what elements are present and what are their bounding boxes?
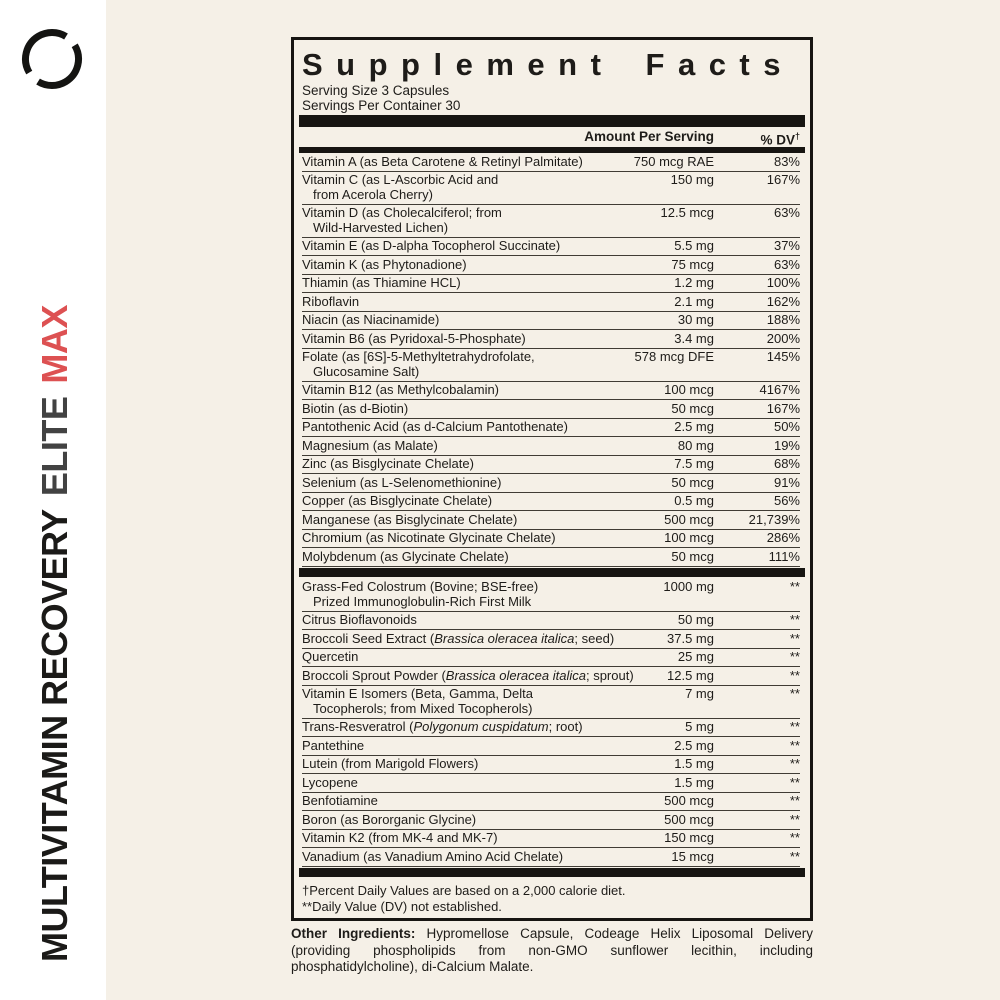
ingredient-name: Citrus Bioflavonoids — [302, 612, 417, 627]
daily-value: 111% — [768, 548, 800, 564]
fact-row — [302, 456, 800, 475]
ingredient-name: Vitamin B12 (as Methylcobalamin) — [302, 382, 500, 397]
amount-per-serving: 1.2 mg — [674, 275, 714, 290]
fact-row — [302, 205, 800, 238]
daily-value: ** — [789, 667, 800, 683]
ingredient-name: Riboflavin — [302, 293, 360, 309]
daily-value: ** — [789, 630, 800, 646]
daily-value: 83% — [773, 153, 800, 169]
brand-title-max: MAX — [34, 305, 75, 384]
daily-value: 63% — [773, 205, 800, 220]
daily-value: 167% — [766, 172, 800, 187]
amount-per-serving: 7 mg — [685, 686, 714, 701]
ingredient-name: Lycopene — [302, 774, 358, 790]
separator-bar-bottom — [299, 868, 805, 877]
facts-section-vitamins-minerals — [294, 153, 810, 567]
amount-per-serving: 1000 mg — [663, 579, 714, 594]
ingredient-name: Manganese (as Bisglycinate Chelate) — [302, 511, 518, 527]
ingredient-name: Copper (as Bisglycinate Chelate) — [302, 493, 493, 508]
ingredient-name: Niacin (as Niacinamide) — [302, 312, 440, 327]
fact-row — [302, 756, 800, 775]
fact-row — [302, 579, 800, 612]
fact-row — [302, 349, 800, 382]
ingredient-name: Quercetin — [302, 649, 359, 664]
fact-row — [302, 493, 800, 512]
daily-value: ** — [789, 774, 800, 790]
dagger-symbol: † — [794, 131, 800, 141]
fact-row — [302, 811, 800, 830]
column-header-amount: Amount Per Serving — [584, 129, 714, 144]
column-header-row — [302, 129, 800, 148]
ingredient-name: Broccoli Sprout Powder (Brassica oleracea italica; sprout) — [302, 667, 634, 683]
daily-value: 63% — [773, 256, 800, 272]
daily-value: 100% — [766, 275, 800, 290]
daily-value: ** — [789, 719, 800, 734]
fact-row — [302, 382, 800, 401]
fact-row — [302, 774, 800, 793]
brand-title-elite: ELITE — [34, 396, 75, 497]
daily-value: ** — [789, 579, 800, 594]
daily-value: ** — [789, 811, 800, 827]
ingredient-name: Broccoli Seed Extract (Brassica oleracea italica; seed) — [302, 630, 615, 646]
amount-per-serving: 150 mcg — [664, 830, 714, 845]
amount-per-serving: 50 mg — [677, 612, 714, 627]
amount-per-serving: 37.5 mg — [667, 630, 714, 646]
ingredient-name: Vitamin A (as Beta Carotene & Retinyl Palmitate) — [302, 153, 583, 169]
amount-per-serving: 75 mcg — [671, 256, 714, 272]
other-ingredients — [291, 926, 813, 976]
daily-value: 167% — [766, 400, 800, 416]
ingredient-name: Trans-Resveratrol (Polygonum cuspidatum; root) — [302, 719, 583, 734]
supplement-facts-title: Supplement Facts — [302, 47, 794, 82]
footnote-daily-values: †Percent Daily Values are based on a 2,000 calorie diet. — [302, 882, 626, 898]
fact-row — [302, 719, 800, 738]
amount-per-serving: 15 mcg — [671, 848, 714, 864]
brand-title-main: MULTIVITAMIN RECOVERY — [34, 509, 75, 962]
amount-per-serving: 12.5 mcg — [660, 205, 714, 220]
fact-row — [302, 400, 800, 419]
ingredient-name: Boron (as Bororganic Glycine) — [302, 811, 477, 827]
fact-row — [302, 612, 800, 631]
ingredient-name: Biotin (as d-Biotin) — [302, 400, 409, 416]
fact-row — [302, 793, 800, 812]
amount-per-serving: 5 mg — [685, 719, 714, 734]
amount-per-serving: 50 mcg — [671, 548, 714, 564]
daily-value: ** — [789, 848, 800, 864]
serving-info — [294, 84, 810, 115]
fact-row — [302, 293, 800, 312]
daily-value: ** — [789, 737, 800, 753]
ingredient-name-line2: from Acerola Cherry) — [313, 186, 433, 202]
ingredient-name: Grass-Fed Colostrum (Bovine; BSE-free) — [302, 579, 539, 594]
fact-row — [302, 312, 800, 331]
ingredient-name: Vanadium (as Vanadium Amino Acid Chelate) — [302, 848, 564, 864]
ingredient-name-line2: Wild-Harvested Lichen) — [313, 219, 449, 235]
serving-size: Serving Size 3 Capsules — [302, 83, 450, 98]
fact-row — [302, 474, 800, 493]
fact-row — [302, 530, 800, 549]
daily-value: 56% — [773, 493, 800, 508]
fact-row — [302, 686, 800, 719]
daily-value: 91% — [773, 474, 800, 490]
ingredient-name: Thiamin (as Thiamine HCL) — [302, 275, 461, 290]
daily-value: 19% — [773, 437, 800, 453]
other-ingredients-text: Hypromellose Capsule, Codeage Helix Liposomal Delivery (providing phospholipids from non-GMO sunflower lecithin, including phosphatidylcholine), di-Calcium Malate. — [291, 926, 813, 974]
amount-per-serving: 100 mcg — [664, 530, 714, 545]
ingredient-name: Benfotiamine — [302, 793, 378, 808]
fact-row — [302, 437, 800, 456]
ingredient-name: Lutein (from Marigold Flowers) — [302, 756, 479, 771]
ingredient-name: Pantothenic Acid (as d-Calcium Pantothenate) — [302, 419, 568, 434]
daily-value: 286% — [766, 530, 800, 545]
daily-value: ** — [789, 612, 800, 627]
ingredient-name: Vitamin B6 (as Pyridoxal-5-Phosphate) — [302, 330, 526, 346]
daily-value: 188% — [766, 312, 800, 327]
amount-per-serving: 50 mcg — [671, 474, 714, 490]
amount-per-serving: 500 mcg — [664, 511, 714, 527]
fact-row — [302, 172, 800, 205]
fact-row — [302, 548, 800, 567]
fact-row — [302, 238, 800, 257]
broken-circle-logo-icon — [20, 27, 84, 91]
ingredient-name-line2: Prized Immunoglobulin-Rich First Milk — [313, 593, 532, 609]
ingredient-name: Zinc (as Bisglycinate Chelate) — [302, 456, 474, 471]
amount-per-serving: 0.5 mg — [674, 493, 714, 508]
fact-row — [302, 511, 800, 530]
servings-per-container: Servings Per Container 30 — [302, 97, 461, 113]
separator-bar-thick — [299, 115, 805, 127]
ingredient-name: Folate (as [6S]-5-Methyltetrahydrofolate, — [302, 349, 535, 364]
fact-row — [302, 737, 800, 756]
daily-value: ** — [789, 686, 800, 701]
daily-value: ** — [789, 830, 800, 845]
supplement-facts-panel — [291, 37, 813, 921]
amount-per-serving: 500 mcg — [664, 793, 714, 808]
footnote-dv-not-established: **Daily Value (DV) not established. — [302, 898, 502, 914]
amount-per-serving: 1.5 mg — [674, 756, 714, 771]
separator-bar-mid — [299, 568, 805, 577]
amount-per-serving: 12.5 mg — [667, 667, 714, 683]
amount-per-serving: 50 mcg — [671, 400, 714, 416]
amount-per-serving: 150 mg — [670, 172, 714, 187]
amount-per-serving: 5.5 mg — [674, 238, 714, 253]
fact-row — [302, 419, 800, 438]
ingredient-name: Selenium (as L-Selenomethionine) — [302, 474, 502, 490]
dv-label: % DV — [760, 132, 795, 148]
daily-value: ** — [789, 756, 800, 771]
amount-per-serving: 80 mg — [677, 437, 714, 453]
fact-row — [302, 153, 800, 172]
amount-per-serving: 3.4 mg — [674, 330, 714, 346]
amount-per-serving: 100 mcg — [664, 382, 714, 397]
ingredient-name: Vitamin E (as D-alpha Tocopherol Succinate) — [302, 238, 561, 253]
daily-value: 21,739% — [748, 511, 800, 527]
ingredient-name: Vitamin K (as Phytonadione) — [302, 256, 467, 272]
ingredient-name-line2: Glucosamine Salt) — [313, 363, 420, 379]
ingredient-name: Molybdenum (as Glycinate Chelate) — [302, 548, 509, 564]
footnotes — [294, 879, 810, 921]
amount-per-serving: 2.5 mg — [674, 419, 714, 434]
ingredient-name-line2: Tocopherols; from Mixed Tocopherols) — [313, 700, 533, 716]
daily-value: 4167% — [759, 382, 800, 397]
facts-section-other-actives — [294, 579, 810, 867]
daily-value: 37% — [773, 238, 800, 253]
ingredient-name: Pantethine — [302, 737, 365, 753]
ingredient-name: Chromium (as Nicotinate Glycinate Chelate) — [302, 530, 556, 545]
ingredient-name: Vitamin C (as L-Ascorbic Acid and — [302, 172, 499, 187]
daily-value: ** — [789, 793, 800, 808]
other-ingredients-label: Other Ingredients: — [291, 926, 416, 941]
ingredient-name: Vitamin D (as Cholecalciferol; from — [302, 205, 502, 220]
vertical-brand-title — [34, 305, 76, 962]
amount-per-serving: 500 mcg — [664, 811, 714, 827]
amount-per-serving: 7.5 mg — [674, 456, 714, 471]
ingredient-name: Magnesium (as Malate) — [302, 437, 438, 453]
ingredient-name: Vitamin E Isomers (Beta, Gamma, Delta — [302, 686, 533, 701]
fact-row — [302, 830, 800, 849]
fact-row — [302, 649, 800, 668]
fact-row — [302, 275, 800, 294]
fact-row — [302, 256, 800, 275]
daily-value: 162% — [766, 293, 800, 309]
amount-per-serving: 30 mg — [677, 312, 714, 327]
column-header-dv — [760, 129, 800, 148]
amount-per-serving: 750 mcg RAE — [633, 153, 714, 169]
fact-row — [302, 330, 800, 349]
amount-per-serving: 2.1 mg — [674, 293, 714, 309]
daily-value: 68% — [773, 456, 800, 471]
ingredient-name: Vitamin K2 (from MK-4 and MK-7) — [302, 830, 498, 845]
amount-per-serving: 25 mg — [677, 649, 714, 664]
amount-per-serving: 1.5 mg — [674, 774, 714, 790]
daily-value: 145% — [766, 349, 800, 364]
daily-value: 50% — [773, 419, 800, 434]
amount-per-serving: 578 mcg DFE — [634, 349, 714, 364]
fact-row — [302, 848, 800, 867]
fact-row — [302, 630, 800, 649]
daily-value: 200% — [766, 330, 800, 346]
fact-row — [302, 667, 800, 686]
daily-value: ** — [789, 649, 800, 664]
amount-per-serving: 2.5 mg — [674, 737, 714, 753]
